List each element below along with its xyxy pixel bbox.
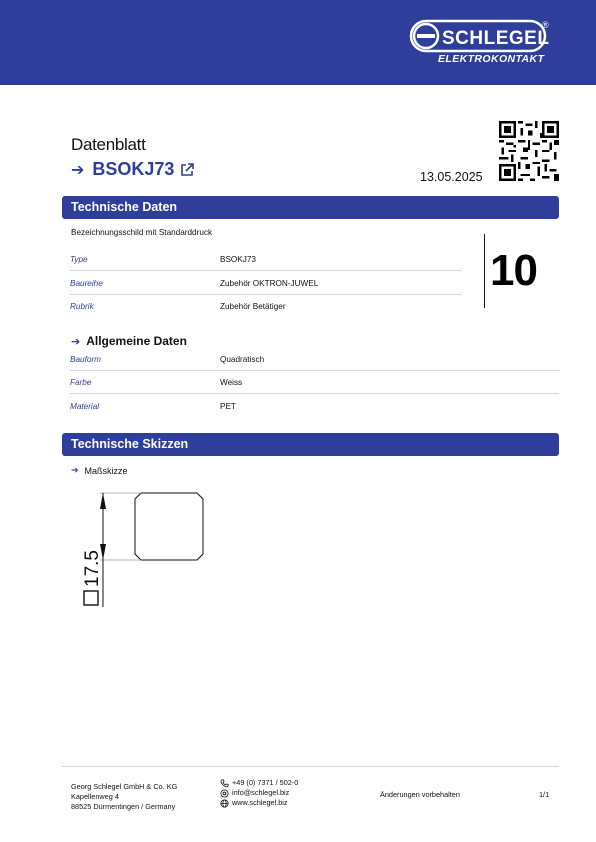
spec-label: Bauform (70, 355, 101, 364)
svg-text:SCHLEGEL: SCHLEGEL (442, 28, 550, 49)
subsection-title: Maßskizze (84, 465, 128, 476)
spec-value: Zubehör OKTRON-JUWEL (220, 279, 319, 288)
spec-label: Baureihe (70, 279, 103, 288)
spec-label: Material (70, 402, 100, 411)
spec-row (70, 249, 461, 271)
street: Kapellenweg 4 (71, 792, 119, 801)
dimension-label: 17.5 (82, 550, 103, 587)
spec-label: Rubrik (70, 302, 94, 311)
subsection-allgemeine-daten (71, 334, 187, 348)
footer-divider (62, 766, 559, 767)
section-header-technische-daten: Technische Daten (62, 196, 559, 219)
qr-code (499, 121, 559, 181)
spec-value: Weiss (220, 378, 243, 387)
page-header (0, 0, 596, 85)
vertical-divider (484, 234, 485, 308)
spec-row (70, 273, 461, 295)
document-date: 13.05.2025 (420, 170, 483, 184)
spec-row (70, 349, 559, 371)
spec-label: Type (70, 255, 88, 264)
external-link-icon[interactable] (180, 163, 194, 177)
section-header-technische-skizzen: Technische Skizzen (62, 433, 559, 456)
spec-value: BSOKJ73 (220, 255, 256, 264)
product-description: Bezeichnungsschild mit Standarddruck (71, 228, 213, 237)
spec-label: Farbe (70, 378, 92, 387)
spec-row (70, 396, 559, 418)
product-code: BSOKJ73 (92, 159, 175, 179)
website: www.schlegel.biz (232, 798, 288, 807)
change-note: Änderungen vorbehalten (380, 790, 460, 799)
spec-row (70, 372, 559, 394)
row-divider (70, 393, 559, 394)
arrow-right-icon: ➔ (71, 161, 85, 179)
spec-value: PET (220, 402, 236, 411)
page-number: 1/1 (539, 790, 550, 799)
product-link[interactable] (71, 159, 194, 180)
row-divider (70, 294, 461, 295)
spec-row (70, 296, 461, 318)
subsection-masskizze (71, 465, 128, 476)
mounting-size-number: 10 (490, 246, 537, 295)
globe-icon (220, 799, 229, 808)
logo-tagline: ELEKTROKONTAKT (438, 53, 545, 65)
subsection-title: Allgemeine Daten (86, 334, 187, 348)
row-divider (70, 270, 461, 271)
svg-text:®: ® (542, 20, 549, 30)
phone-icon (220, 779, 229, 788)
email-line[interactable] (220, 788, 298, 798)
arrow-right-icon: ➔ (71, 465, 79, 475)
company-name: Georg Schlegel GmbH & Co. KG (71, 782, 178, 791)
email-address: info@schlegel.biz (232, 788, 290, 797)
footer-contact (220, 778, 298, 808)
spec-value: Quadratisch (220, 355, 265, 364)
phone-number: +49 (0) 7371 / 502-0 (232, 778, 299, 787)
city: 88525 Dürmentingen / Germany (71, 802, 176, 811)
at-icon (220, 789, 229, 798)
footer-address (71, 782, 177, 812)
row-divider (70, 370, 559, 371)
page-title: Datenblatt (71, 135, 146, 154)
spec-value: Zubehör Betätiger (220, 302, 286, 311)
web-line[interactable] (220, 798, 298, 808)
phone-line[interactable] (220, 778, 298, 788)
arrow-right-icon: ➔ (71, 335, 81, 348)
dimension-sketch (80, 487, 215, 637)
